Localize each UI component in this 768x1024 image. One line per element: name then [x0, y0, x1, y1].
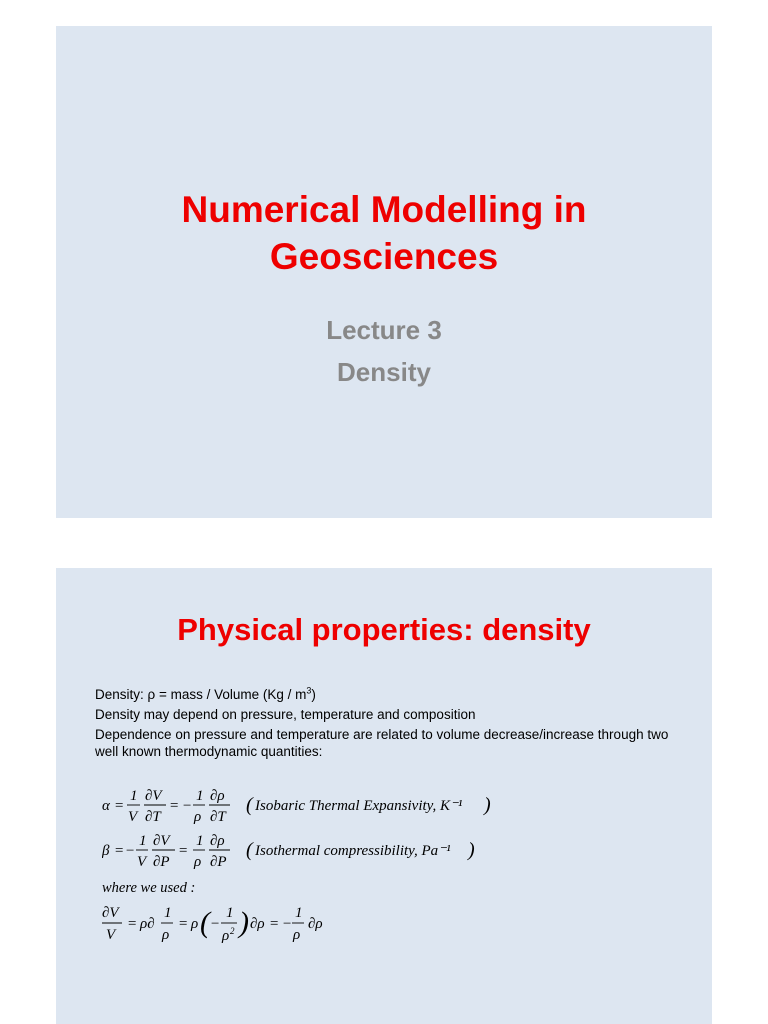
slide-body	[95, 686, 695, 763]
svg-text:∂ρ: ∂ρ	[210, 833, 225, 849]
slide-subtitle	[56, 309, 712, 393]
svg-text:ρ: ρ	[191, 916, 199, 932]
svg-text:∂ρ: ∂ρ	[250, 916, 265, 932]
svg-text:=: =	[114, 843, 125, 859]
slide-density	[56, 568, 712, 1024]
slide-title	[56, 26, 712, 518]
equation-alpha	[102, 786, 522, 828]
svg-text:∂V: ∂V	[145, 788, 162, 804]
svg-text:1: 1	[196, 788, 204, 804]
svg-text:1: 1	[226, 905, 234, 921]
svg-text:): )	[468, 839, 475, 861]
svg-text:−: −	[182, 798, 193, 814]
equation-derivation	[102, 901, 402, 951]
density-dependence: Density may depend on pressure, temperature and composition	[95, 707, 476, 722]
svg-text:(: (	[246, 794, 253, 816]
density-definition: Density: ρ = mass / Volume $(Kg / m^3)$	[95, 685, 316, 702]
svg-text:=: =	[269, 916, 280, 932]
svg-text:∂V: ∂V	[153, 833, 170, 849]
svg-text:∂P: ∂P	[210, 854, 227, 870]
svg-text:ρ: ρ	[194, 854, 202, 870]
svg-text:−: −	[282, 916, 293, 932]
svg-text:(: (	[246, 839, 253, 861]
svg-text:∂T: ∂T	[145, 809, 161, 825]
svg-text:1: 1	[164, 905, 172, 921]
beta-label: Isothermal compressibility, Pa⁻¹	[255, 843, 451, 859]
svg-text:−: −	[125, 843, 136, 859]
svg-text:1: 1	[130, 788, 138, 804]
svg-text:ρ: ρ	[194, 809, 202, 825]
svg-text:ρ: ρ	[293, 927, 301, 943]
lecture-number: Lecture 3	[326, 315, 442, 345]
title-line-2: Geosciences	[269, 236, 499, 277]
alpha-label: Isobaric Thermal Expansivity, K⁻¹	[255, 798, 463, 814]
slide-heading: Physical properties: density	[177, 612, 591, 647]
svg-text:1: 1	[295, 905, 303, 921]
svg-text:V: V	[106, 927, 116, 943]
svg-text:−: −	[210, 916, 221, 932]
svg-text:ρ∂: ρ∂	[140, 916, 155, 932]
where-text: where we used :	[102, 880, 196, 896]
svg-text:ρ: ρ	[162, 927, 170, 943]
svg-text:α: α	[102, 798, 110, 814]
svg-text:=: =	[178, 843, 189, 859]
svg-text:2: 2	[230, 926, 235, 936]
svg-text:(: (	[200, 906, 210, 939]
svg-text:∂V: ∂V	[102, 905, 119, 921]
equation-beta	[102, 831, 522, 873]
slide-main-title	[56, 186, 712, 280]
svg-text:V: V	[128, 809, 138, 825]
svg-text:V: V	[137, 854, 147, 870]
svg-text:∂ρ: ∂ρ	[308, 916, 323, 932]
title-line-1: Numerical Modelling in	[181, 189, 587, 230]
svg-text:∂ρ: ∂ρ	[210, 788, 225, 804]
svg-text:): )	[484, 794, 491, 816]
svg-text:=: =	[169, 798, 180, 814]
svg-text:1: 1	[139, 833, 147, 849]
svg-text:): )	[239, 906, 249, 939]
svg-text:∂T: ∂T	[210, 809, 226, 825]
svg-text:β: β	[102, 843, 110, 859]
svg-text:=: =	[127, 916, 138, 932]
thermo-quantities-text: Dependence on pressure and temperature are related to volume decrease/increase through two well known thermodynamic quantities:	[95, 727, 669, 759]
lecture-topic: Density	[337, 357, 431, 387]
svg-text:∂P: ∂P	[153, 854, 170, 870]
svg-text:=: =	[178, 916, 189, 932]
svg-text:1: 1	[196, 833, 204, 849]
svg-text:=: =	[114, 798, 125, 814]
svg-text:ρ: ρ	[222, 928, 230, 944]
